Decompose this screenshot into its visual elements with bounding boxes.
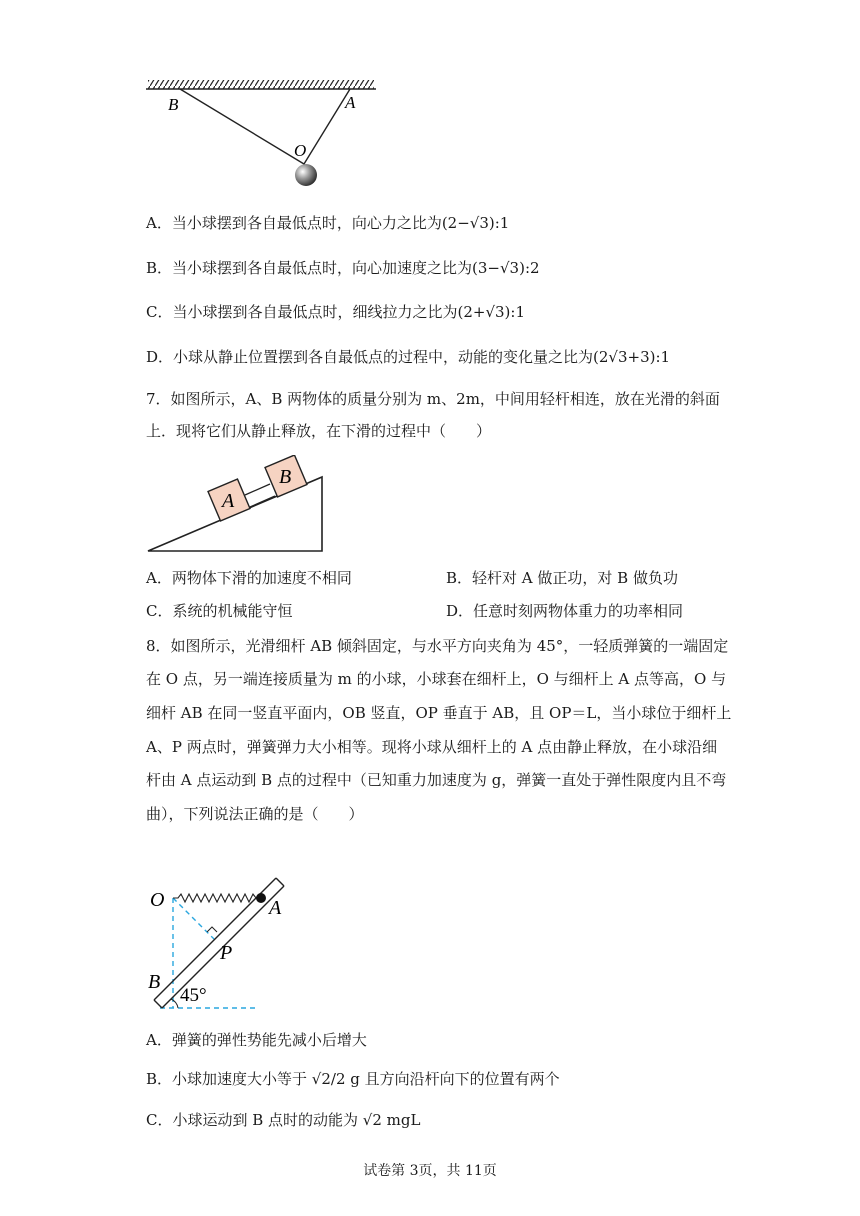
q7-stem-line-1: 7．如图所示，A、B 两物体的质量分别为 m、2m，中间用轻杆相连，放在光滑的斜面: [146, 390, 720, 408]
q7-stem-line-2: 上．现将它们从静止释放，在下滑的过程中（ ）: [146, 422, 492, 440]
incline-figure: [140, 455, 330, 557]
q8-option-a: A．弹簧的弹性势能先减小后增大: [146, 1031, 367, 1049]
ceiling-hatch: [148, 80, 374, 89]
q6-option-b: B．当小球摆到各自最低点时，向心加速度之比为(3−√3):2: [146, 259, 540, 277]
q8-stem-line-4: A、P 两点时，弹簧弹力大小相等。现将小球从细杆上的 A 点由静止释放，在小球沿细: [146, 738, 718, 756]
q6-option-a: A．当小球摆到各自最低点时，向心力之比为(2−√3):1: [146, 214, 510, 232]
q7-option-d: D．任意时刻两物体重力的功率相同: [446, 602, 684, 620]
spring: [173, 894, 261, 902]
q8-stem-line-6: 曲），下列说法正确的是（ ）: [146, 805, 364, 823]
q8-stem-line-3: 细杆 AB 在同一竖直平面内，OB 竖直，OP 垂直于 AB，且 OP＝L，当小球位于细杆上: [146, 704, 732, 722]
string-AO: [304, 89, 350, 164]
q8-stem-line-2: 在 O 点，另一端连接质量为 m 的小球，小球套在细杆上，O 与细杆上 A 点等高，O 与: [146, 670, 727, 688]
pendulum-figure: [140, 78, 380, 190]
q7-option-c: C．系统的机械能守恒: [146, 602, 293, 620]
q8-option-b: B．小球加速度大小等于 √2/2 g 且方向沿杆向下的位置有两个: [146, 1070, 560, 1088]
q7-option-a: A．两物体下滑的加速度不相同: [146, 569, 352, 587]
string-BO: [180, 89, 307, 164]
right-angle-mark: [207, 927, 217, 932]
dashed-OP: [173, 898, 214, 939]
label-P: P: [220, 942, 233, 964]
block-b-label: B: [279, 466, 292, 488]
q8-stem-line-5: 杆由 A 点运动到 B 点的过程中（已知重力加速度为 g，弹簧一直处于弹性限度内且不弯: [146, 771, 727, 789]
label-A: A: [269, 897, 282, 919]
spring-rod-figure: [140, 860, 300, 1020]
angle-label: 45°: [180, 985, 207, 1006]
ball: [295, 164, 317, 186]
label-A: A: [345, 93, 356, 112]
label-B: B: [148, 971, 161, 993]
q6-option-c: C．当小球摆到各自最低点时，细线拉力之比为(2+√3):1: [146, 303, 525, 321]
q7-option-b: B．轻杆对 A 做正功，对 B 做负功: [446, 569, 678, 587]
block-a-label: A: [222, 490, 235, 512]
label-O: O: [294, 141, 307, 160]
q8-stem-line-1: 8．如图所示，光滑细杆 AB 倾斜固定，与水平方向夹角为 45°，一轻质弹簧的一端固定: [146, 637, 729, 655]
page-footer: 试卷第 3页，共 11页: [363, 1163, 497, 1179]
rod-bottom: [250, 496, 275, 507]
rod-top: [245, 484, 270, 495]
label-O: O: [150, 889, 165, 911]
ball-at-a: [256, 893, 266, 903]
rod-cap-top: [276, 878, 284, 886]
label-B: B: [168, 95, 179, 114]
angle-arc: [171, 999, 178, 1008]
q8-option-c: C．小球运动到 B 点时的动能为 √2 mgL: [146, 1111, 421, 1129]
rod-cap-bottom: [154, 1000, 162, 1008]
q6-option-d: D．小球从静止位置摆到各自最低点的过程中，动能的变化量之比为(2√3+3):1: [146, 348, 671, 366]
